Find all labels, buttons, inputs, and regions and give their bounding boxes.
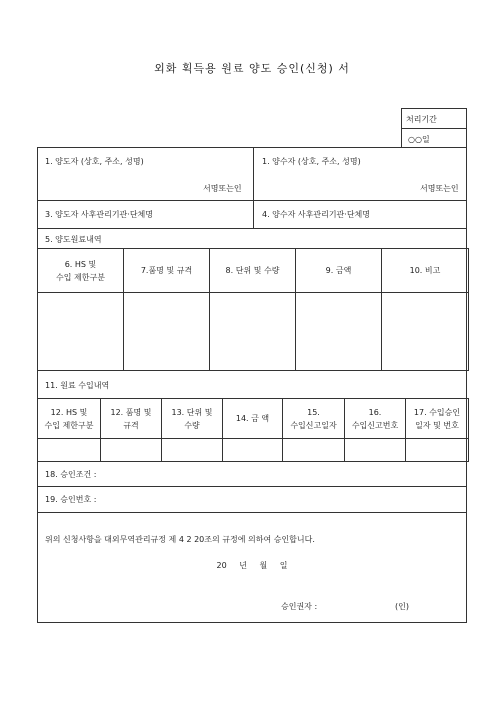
- approver-seal: (인): [395, 602, 409, 611]
- table-cell[interactable]: [223, 439, 283, 462]
- import-history-table: [37, 398, 469, 462]
- table-header-row: [38, 249, 469, 293]
- table-cell[interactable]: [296, 293, 382, 371]
- rule: [37, 228, 467, 229]
- table-header-row: [38, 399, 469, 439]
- table-cell[interactable]: [124, 293, 210, 371]
- table-row: [38, 439, 469, 462]
- transferee-label: 1. 양수자 (상호, 주소, 성명): [262, 157, 361, 166]
- approval-number-label: 19. 승인번호 :: [45, 495, 97, 504]
- table-cell[interactable]: [345, 439, 406, 462]
- approval-statement: 위의 신청사항을 대외무역관리규정 제 4 2 20조의 규정에 의하여 승인합니다.: [45, 535, 315, 544]
- table-header: 13. 단위 및 수량: [162, 399, 223, 439]
- rule: [37, 512, 467, 513]
- table-header: 15. 수입신고일자: [283, 399, 345, 439]
- table-header: 12. 품명 및 규격: [101, 399, 162, 439]
- approval-condition-label: 18. 승인조건 :: [45, 470, 97, 479]
- section5-label: 5. 양도원료내역: [45, 235, 102, 244]
- date-line: 20 년 월 일: [216, 561, 288, 570]
- table-header: 12. HS 및 수입 제한구분: [38, 399, 101, 439]
- table-row: [38, 293, 469, 371]
- approver-label: 승인권자 :: [281, 602, 318, 611]
- form-title: 외화 획득용 원료 양도 승인(신청) 서: [154, 62, 350, 75]
- transferee-sign: 서명또는인: [420, 184, 459, 193]
- table-header: 10. 비고: [382, 249, 469, 293]
- table-header: 6. HS 및 수입 제한구분: [38, 249, 124, 293]
- rule: [37, 486, 467, 487]
- table-cell[interactable]: [283, 439, 345, 462]
- processing-period-value: ○○일: [408, 135, 430, 144]
- rule: [37, 200, 467, 201]
- table-header: 7.품명 및 규격: [124, 249, 210, 293]
- processing-period-label: 처리기간: [406, 115, 437, 124]
- table-header: 9. 금액: [296, 249, 382, 293]
- transferor-agency-label: 3. 양도자 사후관리기관·단체명: [45, 210, 153, 219]
- section11-label: 11. 원료 수입내역: [45, 381, 110, 390]
- transferor-label: 1. 양도자 (상호, 주소, 성명): [45, 157, 144, 166]
- table-header: 16. 수입신고번호: [345, 399, 406, 439]
- processing-period-box: [401, 108, 467, 148]
- table-cell[interactable]: [210, 293, 296, 371]
- transferor-sign: 서명또는인: [203, 184, 242, 193]
- table-cell[interactable]: [101, 439, 162, 462]
- table-cell[interactable]: [38, 439, 101, 462]
- table-cell[interactable]: [382, 293, 469, 371]
- table-cell[interactable]: [38, 293, 124, 371]
- transferee-agency-label: 4. 양수자 사후관리기관·단체명: [262, 210, 370, 219]
- transfer-materials-table: [37, 248, 469, 371]
- rule: [253, 147, 254, 228]
- table-header: 8. 단위 및 수량: [210, 249, 296, 293]
- table-cell[interactable]: [162, 439, 223, 462]
- table-header: 17. 수입승인 일자 및 번호: [406, 399, 469, 439]
- table-cell[interactable]: [406, 439, 469, 462]
- table-header: 14. 금 액: [223, 399, 283, 439]
